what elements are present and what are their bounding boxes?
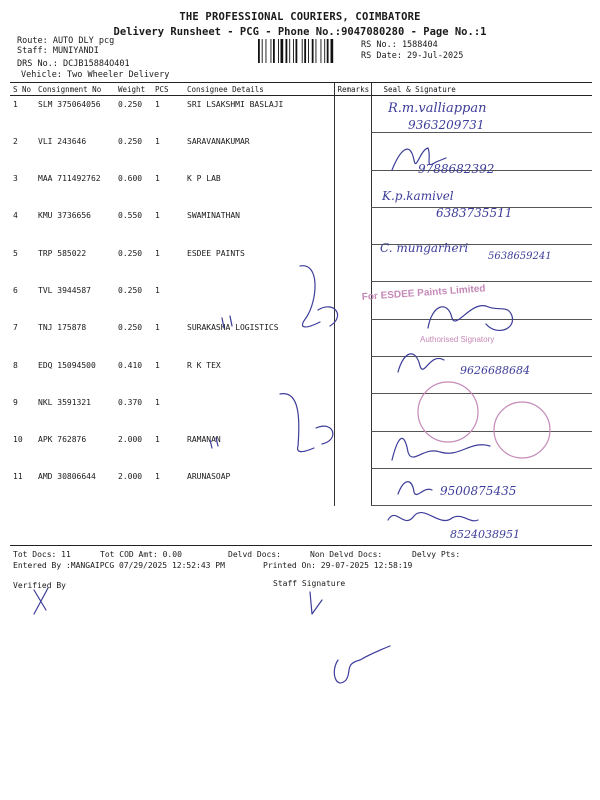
cell-weight: 2.000: [118, 435, 143, 445]
vehicle-label: Vehicle: Two Wheeler Delivery: [21, 70, 170, 80]
bottom-signature: [334, 646, 390, 683]
printed-on: Printed On: 29-07-2025 12:58:19: [263, 561, 413, 570]
cell-weight: 0.410: [118, 360, 143, 370]
cell-pcs: 1: [155, 323, 160, 333]
rows5-6-bracket-mark: [318, 307, 338, 326]
row7-receiver-phone: 9626688684: [460, 364, 530, 377]
cell-consignee: ESDEE PAINTS: [187, 248, 245, 258]
cell-weight: 0.250: [118, 248, 143, 258]
row11-signature: [388, 513, 478, 521]
cell-cno: APK 762876: [38, 435, 87, 445]
cell-pcs: 1: [155, 397, 160, 407]
staff-signature-mark: [310, 592, 322, 614]
col-weight: Weight: [115, 83, 152, 96]
row4-receiver-name: C. mungarheri: [380, 241, 469, 255]
cell-pcs: 1: [155, 285, 160, 295]
cell-weight: 0.370: [118, 397, 143, 407]
row1-receiver-phone: 9363209731: [408, 118, 485, 132]
cell-weight: 2.000: [118, 472, 143, 482]
cell-consignee: R K TEX: [187, 360, 221, 370]
rows8-9-bracket-mark: [316, 426, 333, 444]
row9-ditto-marks: [210, 438, 218, 448]
cell-weight: 0.250: [118, 136, 143, 146]
col-remarks: Remarks: [334, 83, 371, 96]
row10-receiver-phone: 9500875435: [440, 484, 517, 498]
row10-signature: [398, 482, 432, 495]
esdee-stamp-sub: Authorised Signatory: [420, 335, 495, 344]
cell-sno: 1: [13, 100, 18, 109]
delivery-points: Delvy Pts:: [412, 550, 461, 559]
row8-round-stamp: [418, 382, 478, 442]
cell-consignee: SWAMINATHAN: [187, 211, 240, 221]
rs-number: RS No.: 1588404: [361, 40, 438, 50]
rows5-6-bracket: [300, 266, 320, 327]
cell-sno: 9: [13, 397, 18, 407]
cell-sno: 8: [13, 360, 18, 370]
row11-receiver-phone: 8524038951: [450, 528, 520, 541]
cell-cno: KMU 3736656: [38, 211, 91, 221]
cell-sno: 11: [13, 472, 23, 482]
row3-receiver-phone: 6383735511: [436, 206, 513, 220]
cell-consignee: K P LAB: [187, 174, 221, 184]
cell-pcs: 1: [155, 136, 160, 146]
cell-weight: 0.550: [118, 211, 143, 221]
row2-receiver-phone: 9788682392: [418, 162, 495, 176]
cell-consignee: ARUNASOAP: [187, 472, 231, 482]
col-sno: S No: [10, 83, 35, 96]
cell-cno: NKL 3591321: [38, 397, 91, 407]
cell-weight: 0.250: [118, 100, 143, 109]
verified-by-label: Verified By: [13, 581, 66, 590]
cell-pcs: 1: [155, 100, 160, 109]
cell-consignee: SRI LSAKSHMI BASLAJI: [187, 100, 284, 109]
cell-pcs: 1: [155, 360, 160, 370]
rows8-9-bracket: [280, 394, 314, 452]
row4-receiver-phone: 5638659241: [488, 251, 552, 262]
cell-consignee: SARAVANAKUMAR: [187, 136, 250, 146]
entered-by: Entered By :MANGAIPCG 07/29/2025 12:52:43 PM: [13, 561, 225, 570]
non-delivered-docs: Non Delvd Docs:: [310, 550, 383, 559]
esdee-stamp-text: For ESDEE Paints Limited: [361, 283, 486, 303]
cell-pcs: 1: [155, 174, 160, 184]
cell-sno: 2: [13, 136, 18, 146]
cell-pcs: 1: [155, 472, 160, 482]
verified-by-signature: [34, 588, 48, 614]
cell-cno: AMD 30806644: [38, 472, 96, 482]
cell-consignee: SURAKASHA LOGISTICS: [187, 323, 279, 333]
cell-sno: 4: [13, 211, 18, 221]
company-name: THE PROFESSIONAL COURIERS, COIMBATORE: [179, 11, 421, 23]
row6-signature: [428, 306, 513, 331]
row3-receiver-name: K.p.kamivel: [382, 189, 454, 203]
staff-signature-label: Staff Signature: [273, 579, 346, 588]
cell-cno: TRP 585022: [38, 248, 87, 258]
cell-cno: VLI 243646: [38, 136, 87, 146]
drs-label: DRS No.: DCJB15884O401: [17, 59, 130, 69]
cell-weight: 0.250: [118, 285, 143, 295]
cell-weight: 0.250: [118, 323, 143, 333]
cell-weight: 0.600: [118, 174, 143, 184]
row1-receiver-name: R.m.valliappan: [388, 101, 487, 116]
delivered-docs: Delvd Docs:: [228, 550, 281, 559]
staff-label: Staff: MUNIYANDI: [17, 46, 99, 56]
row7-signature: [398, 354, 444, 372]
route-label: Route: AUTO DLY pcg: [17, 36, 115, 46]
row6-ditto-marks: [222, 316, 232, 328]
cell-cno: TVL 3944587: [38, 285, 91, 295]
cell-sno: 5: [13, 248, 18, 258]
cell-cno: EDQ 15094500: [38, 360, 96, 370]
cell-pcs: 1: [155, 211, 160, 221]
rs-date: RS Date: 29-Jul-2025: [361, 51, 464, 61]
total-docs: Tot Docs: 11: [13, 550, 71, 559]
col-signature: Seal & Signature: [371, 83, 592, 96]
cell-sno: 3: [13, 174, 18, 184]
col-pcs: PCS: [152, 83, 184, 96]
row9-round-stamp: [494, 402, 550, 458]
cell-cno: SLM 375064056: [38, 100, 101, 109]
cell-cno: TNJ 175878: [38, 323, 87, 333]
cell-sno: 7: [13, 323, 18, 333]
col-consignee: Consignee Details: [184, 83, 334, 96]
cell-pcs: 1: [155, 248, 160, 258]
runsheet-title: Delivery Runsheet - PCG - Phone No.:9047080280 - Page No.:1: [113, 26, 487, 38]
cell-sno: 10: [13, 435, 23, 445]
cell-pcs: 1: [155, 435, 160, 445]
cell-cno: MAA 711492762: [38, 174, 101, 184]
col-consignment: Consignment No: [35, 83, 115, 96]
cell-sno: 6: [13, 285, 18, 295]
cell-consignee: RAMANAN: [187, 435, 221, 445]
table-bottom-rule: [10, 545, 592, 546]
total-cod: Tot COD Amt: 0.00: [100, 550, 182, 559]
